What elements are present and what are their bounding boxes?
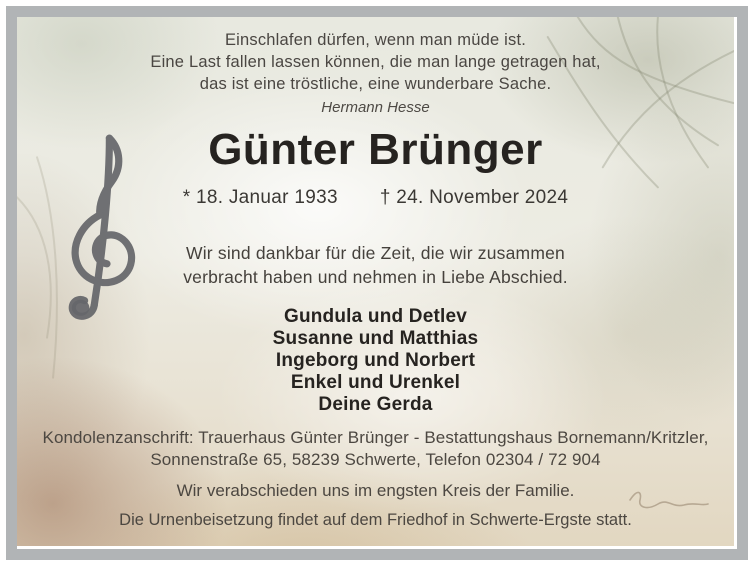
- memorial-card: [17, 17, 737, 549]
- gray-frame: [6, 6, 748, 560]
- private-farewell-note: Wir verabschieden uns im engsten Kreis der Familie.: [176, 481, 575, 500]
- mourner-entry: Ingeborg und Norbert: [275, 350, 476, 371]
- quote-line: Eine Last fallen lassen können, die man lange getragen hat,: [150, 53, 601, 71]
- quote-line: Einschlafen dürfen, wenn man müde ist.: [224, 31, 527, 49]
- opening-quote: [17, 29, 734, 118]
- birth-date: * 18. Januar 1933: [182, 187, 338, 208]
- message-line: Wir sind dankbar für die Zeit, die wir zusammen: [186, 243, 565, 263]
- farewell-message: [17, 241, 734, 289]
- obituary-content: [17, 17, 734, 531]
- mourner-entry: Deine Gerda: [318, 394, 433, 415]
- mourner-entry: Enkel und Urenkel: [290, 372, 461, 393]
- mourners-list: [17, 306, 734, 416]
- death-date: † 24. November 2024: [379, 187, 569, 208]
- life-dates: [17, 186, 734, 210]
- deceased-name: Günter Brünger: [208, 125, 543, 174]
- condolence-line: Sonnenstraße 65, 58239 Schwerte, Telefon 02304 / 72 904: [150, 450, 601, 469]
- condolence-line: Kondolenzanschrift: Trauerhaus Günter Brünger - Bestattungshaus Bornemann/Kritzler,: [42, 428, 709, 447]
- message-line: verbracht haben und nehmen in Liebe Abschied.: [183, 267, 568, 287]
- burial-info: Die Urnenbeisetzung findet auf dem Friedhof in Schwerte-Ergste statt.: [119, 511, 632, 529]
- quote-attribution: Hermann Hesse: [321, 99, 430, 116]
- mourner-entry: Susanne und Matthias: [272, 328, 479, 349]
- condolence-address: [17, 427, 734, 471]
- mourner-entry: Gundula und Detlev: [283, 306, 468, 327]
- quote-line: das ist eine tröstliche, eine wunderbare Sache.: [199, 75, 552, 93]
